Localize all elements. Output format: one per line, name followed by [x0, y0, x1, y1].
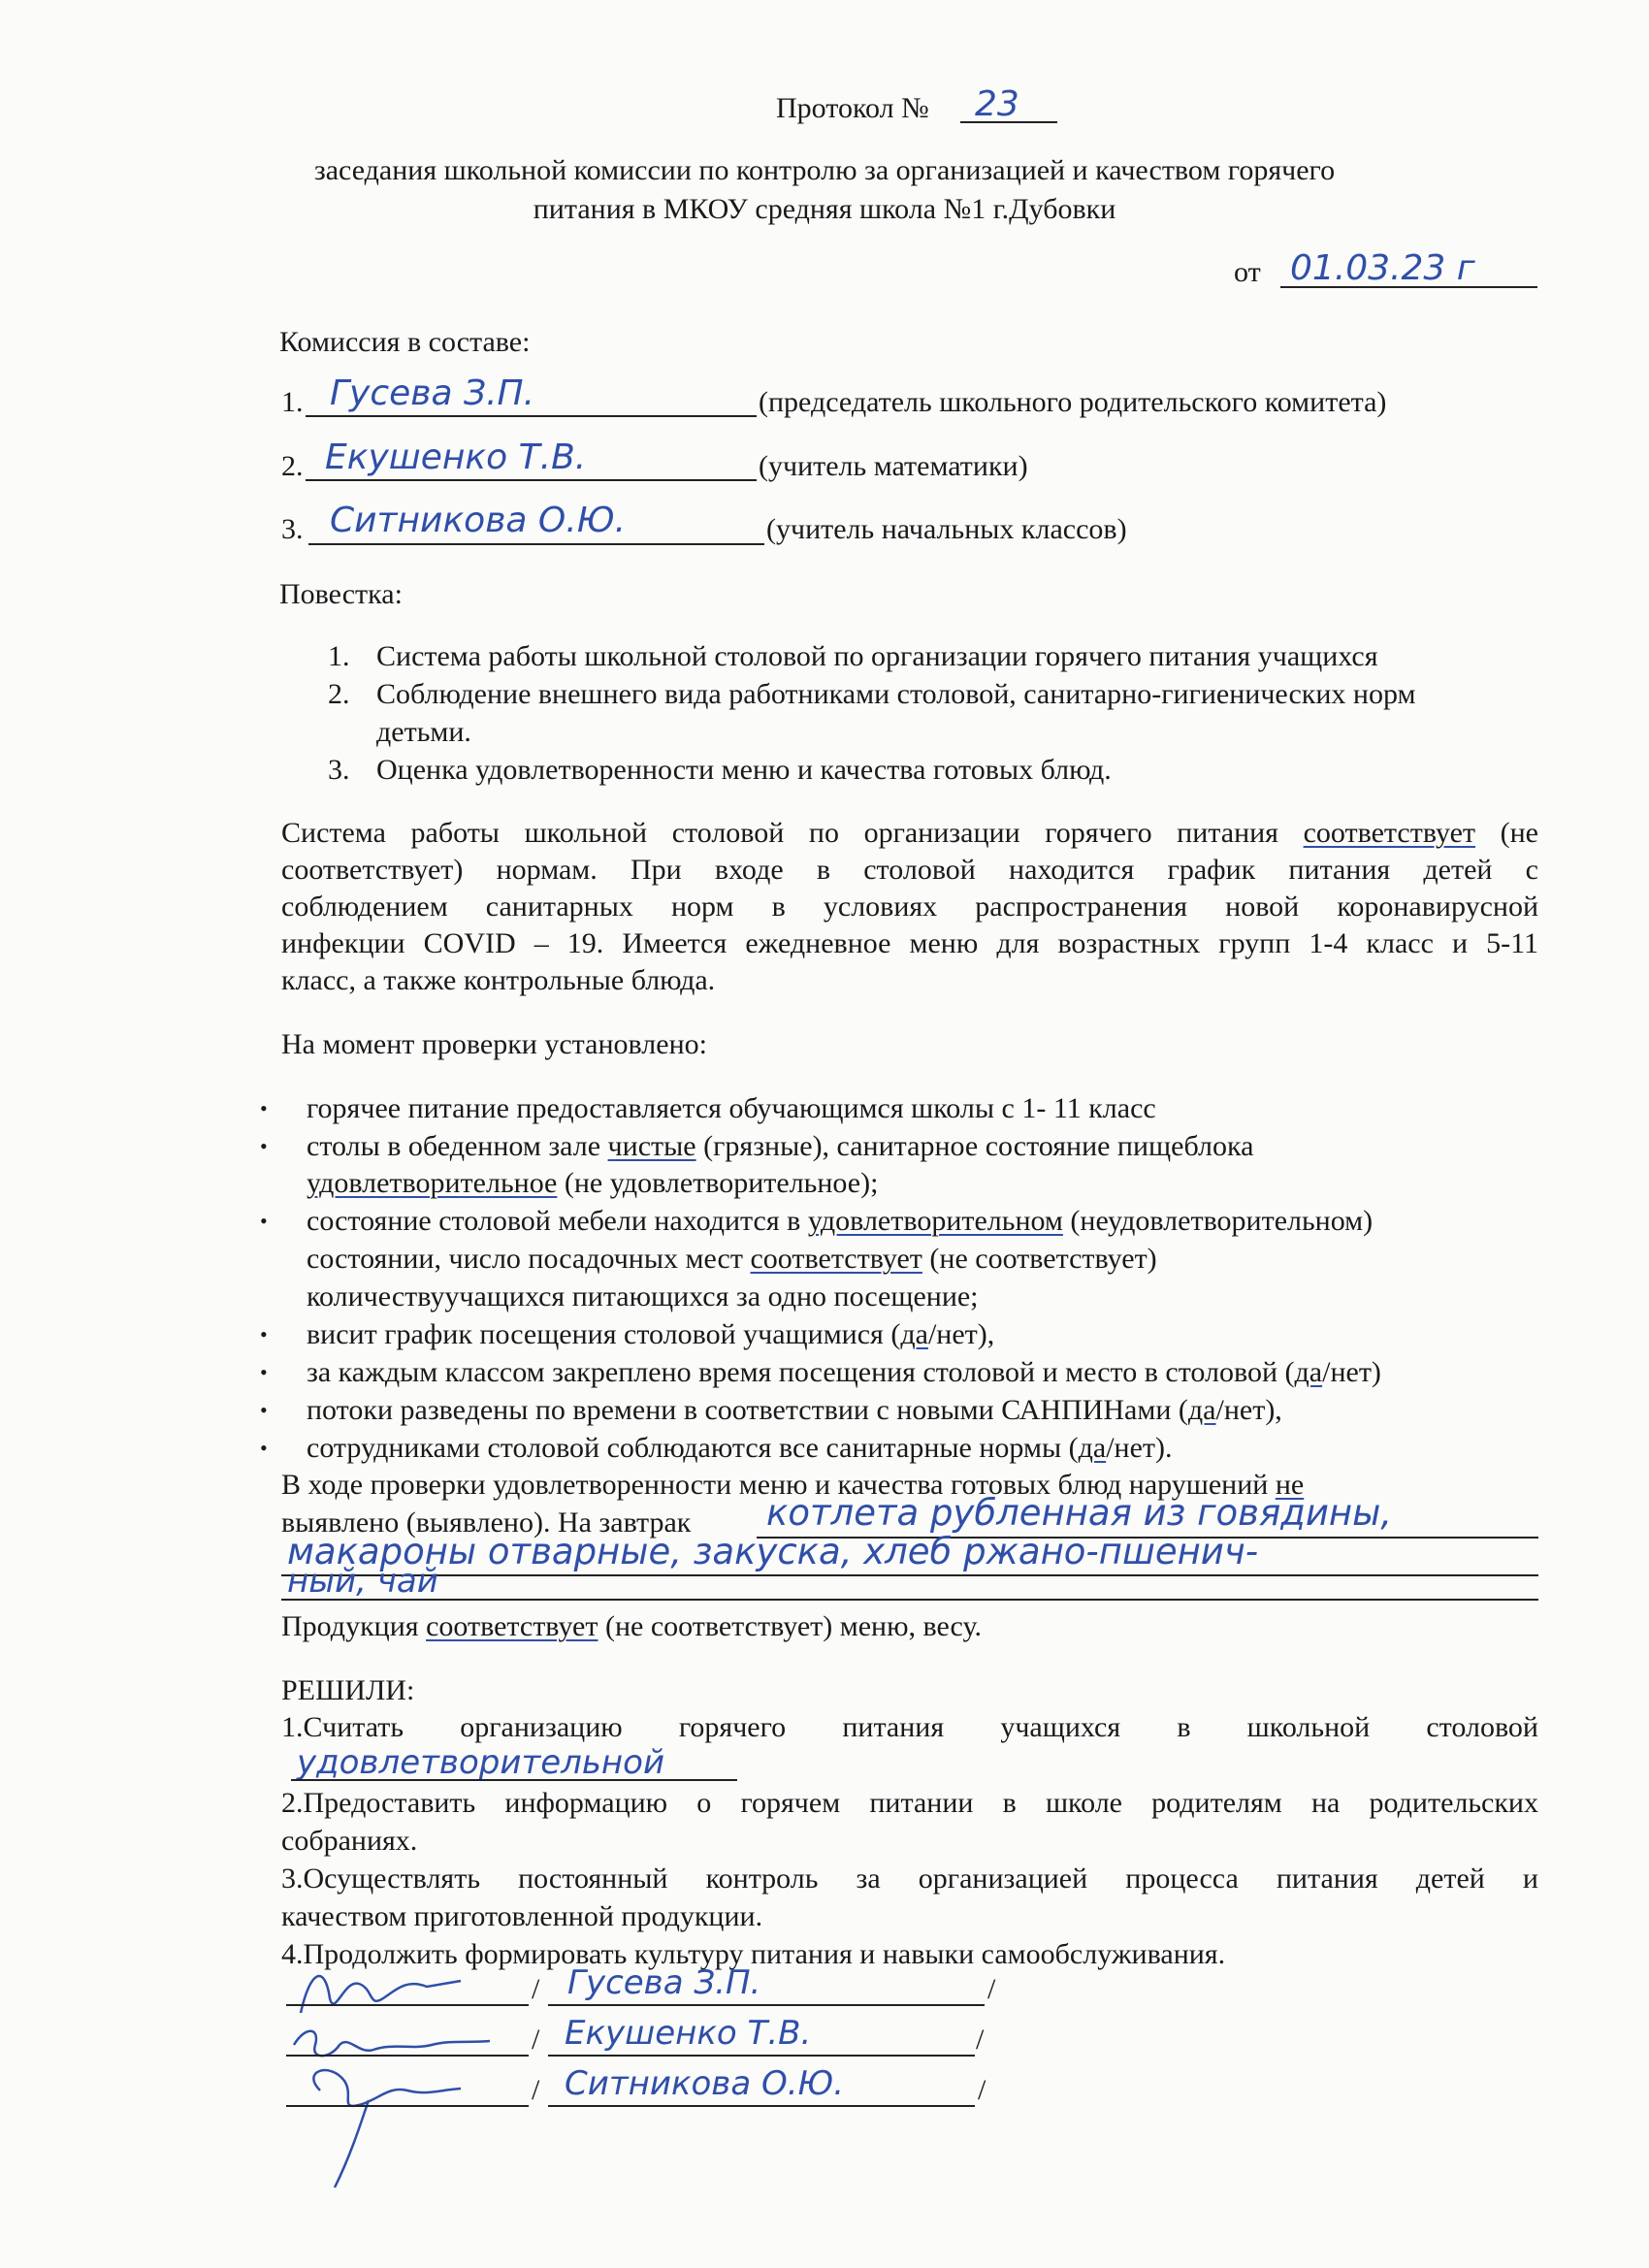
agenda-num-1: 1. — [328, 640, 350, 672]
agenda-num-2: 2. — [328, 678, 350, 710]
system-line-2: соответствует) нормам. При входе в столовой находится график питания детей с — [281, 854, 1538, 886]
breakfast-line-2 — [281, 1574, 1538, 1576]
breakfast-hw-2: макароны отварные, закуска, хлеб ржано-пшенич- — [287, 1531, 1259, 1572]
breakfast-line-3 — [281, 1599, 1538, 1601]
signature-scribble-3 — [291, 2052, 504, 2197]
sig-sep-1b: / — [987, 1973, 996, 2005]
inspection-line-2-cont: удовлетворительное (не удовлетворительное); — [307, 1167, 879, 1199]
agenda-num-3: 3. — [328, 754, 350, 786]
member-line-3 — [308, 543, 764, 545]
decision-heading: РЕШИЛИ: — [281, 1674, 415, 1706]
signature-name-3: Ситникова О.Ю. — [565, 2064, 845, 2103]
signature-name-1: Гусева З.П. — [567, 1963, 761, 2002]
inspection-line-3: состояние столовой мебели находится в удовлетворительном (неудовлетворительном) — [307, 1205, 1374, 1237]
member-role-3: (учитель начальных классов) — [766, 513, 1127, 545]
title-line-1: заседания школьной комиссии по контролю за организацией и качеством горячего — [313, 154, 1336, 186]
system-line-3: соблюдением санитарных норм в условиях распространения новой коронавирусной — [281, 891, 1538, 923]
decision-item-1-line — [291, 1779, 737, 1781]
protocol-number: 23 — [975, 84, 1019, 124]
member-num-3: 3. — [281, 513, 304, 545]
decision-item-2-line-1: 2.Предоставить информацию о горячем питании в школе родителям на родительских — [281, 1787, 1538, 1819]
inspection-line-2: столы в обеденном зале чистые (грязные), санитарное состояние пищеблока — [307, 1130, 1254, 1162]
member-line-2 — [306, 479, 757, 481]
menu-check-line-1: В ходе проверки удовлетворенности меню и качества готовых блюд нарушений не — [281, 1469, 1305, 1501]
member-role-1: (председатель школьного родительского комитета) — [759, 386, 1387, 418]
decision-item-3-line-1: 3.Осуществлять постоянный контроль за организацией процесса питания детей и — [281, 1863, 1538, 1895]
breakfast-hw-3: ный, чай — [287, 1562, 438, 1601]
date-value: 01.03.23 г — [1290, 248, 1475, 288]
agenda-heading: Повестка: — [279, 578, 403, 610]
member-num-1: 1. — [281, 386, 304, 418]
signature-name-line-2 — [548, 2055, 975, 2057]
inspection-line-3-cont: состоянии, число посадочных мест соответствует (не соответствует) — [307, 1243, 1157, 1275]
signature-name-2: Екушенко Т.В. — [565, 2014, 812, 2053]
decision-item-2-line-2: собраниях. — [281, 1825, 418, 1857]
inspection-line-4: висит график посещения столовой учащимися (да/нет), — [307, 1318, 995, 1350]
commission-heading: Комиссия в составе: — [279, 326, 531, 358]
inspection-line-7: сотрудниками столовой соблюдаются все санитарные нормы (да/нет). — [307, 1432, 1173, 1464]
signature-line-1 — [286, 2004, 529, 2006]
inspection-line-6: потоки разведены по времени в соответствии с новыми САНПИНами (да/нет), — [307, 1394, 1282, 1426]
signature-line-3 — [286, 2105, 529, 2107]
sig-sep-3a: / — [532, 2074, 540, 2106]
product-line: Продукция соответствует (не соответствует) меню, весу. — [281, 1610, 982, 1642]
signature-name-line-3 — [548, 2105, 975, 2107]
inspection-heading: На момент проверки установлено: — [281, 1028, 707, 1060]
decision-item-4: 4.Продолжить формировать культуру питания и навыки самообслуживания. — [281, 1938, 1226, 1970]
decision-item-3-line-2: качеством приготовленной продукции. — [281, 1900, 763, 1932]
bullet-2: • — [260, 1134, 268, 1158]
system-line-4: инфекции COVID – 19. Имеется ежедневное меню для возрастных групп 1-4 класс и 5-11 — [281, 927, 1538, 959]
sig-sep-2a: / — [532, 2024, 540, 2056]
signature-name-line-1 — [548, 2004, 985, 2006]
agenda-item-1: Система работы школьной столовой по организации горячего питания учащихся — [376, 640, 1378, 672]
bullet-7: • — [260, 1436, 268, 1460]
breakfast-hw-1: котлета рубленная из говядины, — [766, 1492, 1393, 1534]
menu-check-line-2: выявлено (выявлено). На завтрак — [281, 1507, 692, 1539]
inspection-line-3-cont2: количествуучащихся питающихся за одно посещение; — [307, 1280, 979, 1312]
agenda-item-2-cont: детьми. — [376, 716, 471, 748]
agenda-item-3: Оценка удовлетворенности меню и качества готовых блюд. — [376, 754, 1112, 786]
member-name-2: Екушенко Т.В. — [325, 437, 587, 477]
member-name-3: Ситникова О.Ю. — [330, 501, 627, 540]
decision-item-1-hw: удовлетворительной — [297, 1743, 665, 1782]
bullet-4: • — [260, 1322, 268, 1346]
inspection-line-5: за каждым классом закреплено время посещения столовой и место в столовой (да/нет) — [307, 1356, 1381, 1388]
sig-sep-2b: / — [976, 2024, 985, 2056]
system-line-5: класс, а также контрольные блюда. — [281, 964, 716, 996]
member-line-1 — [306, 415, 757, 417]
member-name-1: Гусева З.П. — [330, 373, 535, 413]
protocol-label: Протокол № — [776, 92, 929, 124]
sig-sep-1a: / — [532, 1973, 540, 2005]
decision-item-1: 1.Считать организацию горячего питания учащихся в школьной столовой — [281, 1711, 1538, 1743]
member-num-2: 2. — [281, 450, 304, 482]
member-role-2: (учитель математики) — [759, 450, 1028, 482]
bullet-1: • — [260, 1096, 268, 1120]
agenda-item-2: Соблюдение внешнего вида работниками столовой, санитарно-гигиенических норм — [376, 678, 1416, 710]
bullet-6: • — [260, 1398, 268, 1422]
system-line-1: Система работы школьной столовой по организации горячего питания соответствует (не — [281, 817, 1538, 849]
title-line-2: питания в МКОУ средняя школа №1 г.Дубовки — [533, 193, 1116, 225]
sig-sep-3b: / — [978, 2074, 986, 2106]
date-label: от — [1234, 256, 1261, 288]
bullet-3: • — [260, 1209, 268, 1233]
bullet-5: • — [260, 1360, 268, 1384]
inspection-line-1: горячее питание предоставляется обучающимся школы с 1- 11 класс — [307, 1092, 1156, 1124]
